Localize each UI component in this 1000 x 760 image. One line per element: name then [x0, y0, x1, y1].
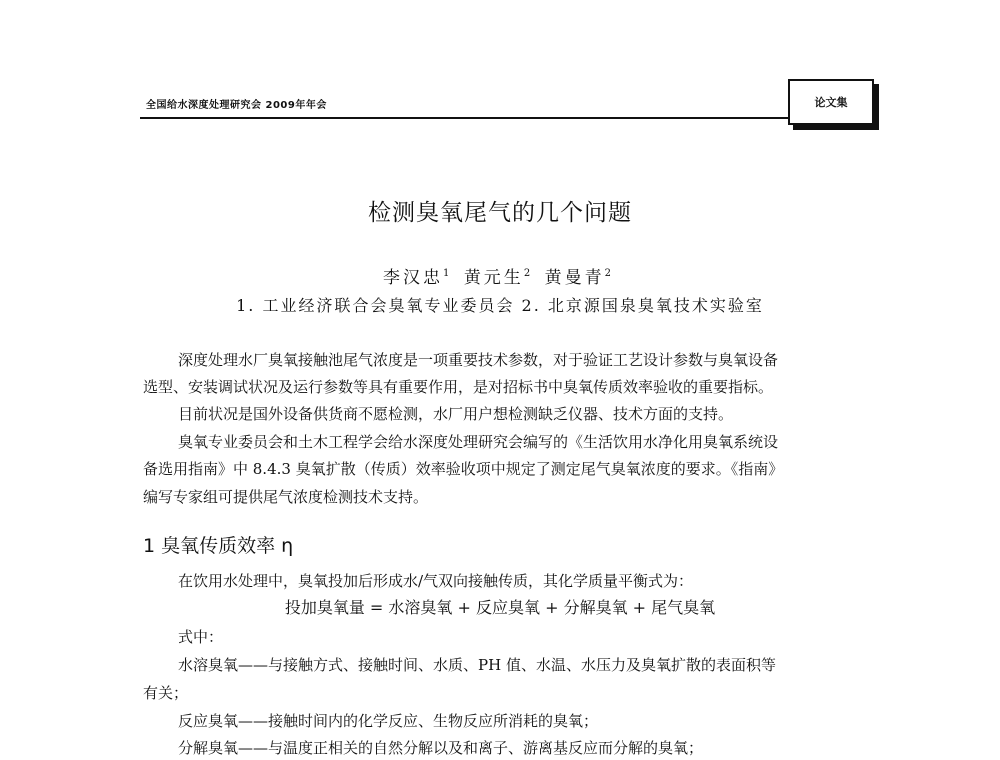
running-header: 全国给水深度处理研究会 2009年年会: [146, 100, 327, 111]
body-line: 反应臭氧——接触时间内的化学反应、生物反应所消耗的臭氧；: [178, 712, 599, 730]
body-line: 臭氧专业委员会和土木工程学会给水深度处理研究会编写的《生活饮用水净化用臭氧系统设: [178, 433, 779, 451]
body-line: 深度处理水厂臭氧接触池尾气浓度是一项重要技术参数，对于验证工艺设计参数与臭氧设备: [178, 351, 779, 369]
body-line: 水溶臭氧——与接触方式、接触时间、水质、PH 值、水温、水压力及臭氧扩散的表面积等: [178, 656, 776, 674]
article-title: 检测臭氧尾气的几个问题: [368, 200, 632, 226]
section-tag-box: [788, 79, 874, 125]
author-name: 黄曼青: [544, 268, 605, 288]
body-line: 目前状况是国外设备供货商不愿检测，水厂用户想检测缺乏仪器、技术方面的支持。: [178, 405, 734, 423]
author-affiliation-mark: 2: [604, 268, 611, 279]
section-tag: 论文集: [814, 96, 848, 109]
author-list: [0, 263, 1000, 288]
equation-line: 投加臭氧量 = 水溶臭氧 + 反应臭氧 + 分解臭氧 + 尾气臭氧: [284, 598, 716, 617]
body-line: 备选用指南》中 8.4.3 臭氧扩散（传质）效率验收项中规定了测定尾气臭氧浓度的要求。《指南》: [143, 460, 784, 478]
section-heading: 1 臭氧传质效率 η: [143, 535, 294, 557]
body-line: 有关；: [143, 684, 189, 702]
body-line: 式中：: [178, 628, 224, 646]
body-line: 分解臭氧——与温度正相关的自然分解以及和离子、游离基反应而分解的臭氧；: [178, 739, 704, 757]
body-line: 选型、安装调试状况及运行参数等具有重要作用，是对招标书中臭氧传质效率验收的重要指标。: [143, 378, 774, 396]
author-affiliation-mark: 1: [443, 268, 450, 279]
affiliations: 1. 工业经济联合会臭氧专业委员会 2. 北京源国泉臭氧技术实验室: [236, 296, 764, 315]
header-rule: [140, 117, 788, 119]
body-line: 在饮用水处理中，臭氧投加后形成水/气双向接触传质，其化学质量平衡式为：: [178, 572, 694, 590]
author-name: 李汉忠: [383, 268, 444, 288]
author-name: 黄元生: [463, 268, 524, 288]
body-line: 编写专家组可提供尾气浓度检测技术支持。: [143, 488, 429, 506]
author-affiliation-mark: 2: [523, 268, 531, 279]
